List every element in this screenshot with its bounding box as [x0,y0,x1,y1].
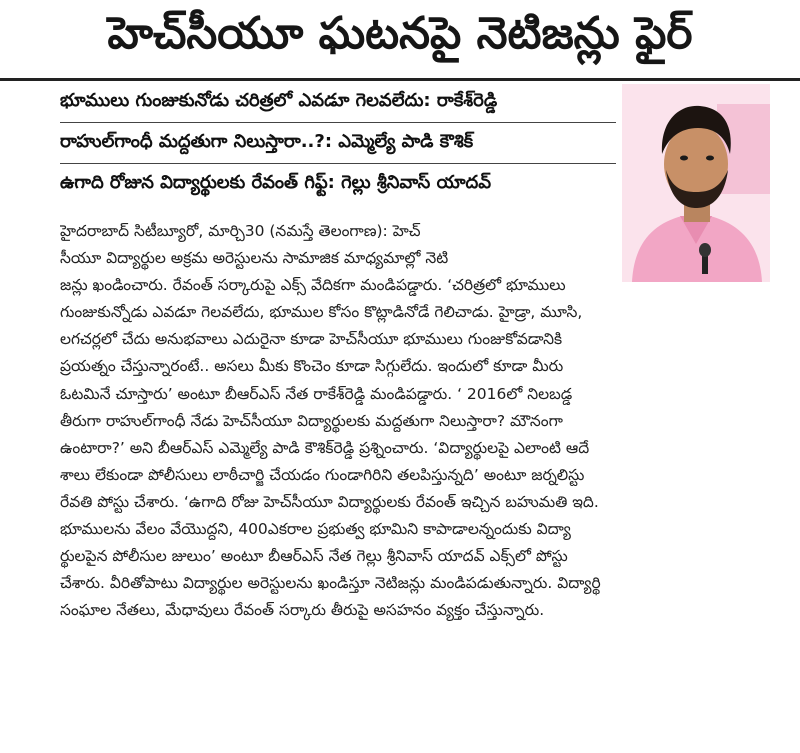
body-line: సీయూ విద్యార్థుల అక్రమ అరెస్టులను సామాజిక మాధ్యమాల్లో నెటి [60,249,449,268]
body-line: తీరుగా రాహుల్‌గాంధీ నేడు హెచ్‌సీయూ విద్యార్థులకు మద్దతుగా నిలుస్తారా? మౌనంగా [60,411,563,430]
subhead-3: ఉగాది రోజున విద్యార్థులకు రేవంత్ గిఫ్ట్: గెల్లు శ్రీనివాస్ యాదవ్ [60,171,492,193]
body-line: భూములను వేలం వేయొద్దని, 400ఎకరాల ప్రభుత్వ భూమిని కాపాడాలన్నందుకు విద్యా [60,520,571,539]
subhead-1: భూములు గుంజుకునోడు చరిత్రలో ఎవడూ గెలవలేదు: రాకేశ్‌రెడ్డి [60,82,616,123]
article-body [60,218,774,624]
headline: హెచ్‌సీయూ ఘటనపై నెటిజన్లు ఫైర్ [0,0,800,81]
body-line: ప్రయత్నం చేస్తున్నారంటే.. అసలు మీకు కొంచెం కూడా సిగ్గులేదు. ఇందులో కూడా మీరు [60,357,564,376]
body-line: ఓటమినే చూస్తారు’ అంటూ బీఆర్‌ఎస్ నేత రాకేశ్‌రెడ్డి మండిపడ్డారు. ‘ 2016లో నిలబడ్డ [60,384,573,403]
body-line: హైదరాబాద్ సిటీబ్యూరో, మార్చి30 (నమస్తే తెలంగాణ): హెచ్ [60,222,421,240]
body-line: సంఘాల నేతలు, మేధావులు రేవంత్ సర్కారు తీరుపై అసహనం వ్యక్తం చేస్తున్నారు. [60,601,545,620]
subheads [60,82,616,204]
body-line: చేశారు. వీరితోపాటు విద్యార్థుల అరెస్టులను ఖండిస్తూ నెటిజన్లు మండిపడుతున్నారు. విద్యార్థి [60,574,601,593]
subhead-2: రాహుల్‌గాంధీ మద్దతుగా నిలుస్తారా..?: ఎమ్మెల్యే పాడి కౌశిక్ [60,123,616,164]
body-line: ర్థులపైన పోలీసుల జులుం’ అంటూ బీఆర్‌ఎస్ నేత గెల్లు శ్రీనివాస్ యాదవ్ ఎక్స్‌లో పోస్టు [60,547,568,566]
body-line: శాలు లేకుండా పోలీసులు లాఠీచార్జి చేయడం గుండాగిరిని తలపిస్తున్నది’ అంటూ జర్నలిస్టు [60,465,585,484]
body-line: జన్లు ఖండించారు. రేవంత్ సర్కారుపై ఎక్స్ వేదికగా మండిపడ్డారు. ‘చరిత్రలో భూములు [60,276,566,295]
body-line: లగచర్లలో చేదు అనుభవాలు ఎదురైనా కూడా హెచ్‌సీయూ భూములు గుంజుకోవడానికి [60,330,563,349]
body-line: గుంజుకున్నోడు ఎవడూ గెలవలేదు, భూముల కోసం కొట్లాడినోడే గెలిచాడు. హైడ్రా, మూసి, [60,303,583,322]
body-line: ఉంటారా?’ అని బీఆర్‌ఎస్ ఎమ్మెల్యే పాడి కౌశిక్‌రెడ్డి ప్రశ్నించారు. ‘విద్యార్థులపై ఎలాంటి ఆదే [60,438,590,457]
body-line: రేవతి పోస్టు చేశారు. ‘ఉగాది రోజు హెచ్‌సీయూ విద్యార్థులకు రేవంత్ ఇచ్చిన బహుమతి ఇది. [60,492,599,511]
